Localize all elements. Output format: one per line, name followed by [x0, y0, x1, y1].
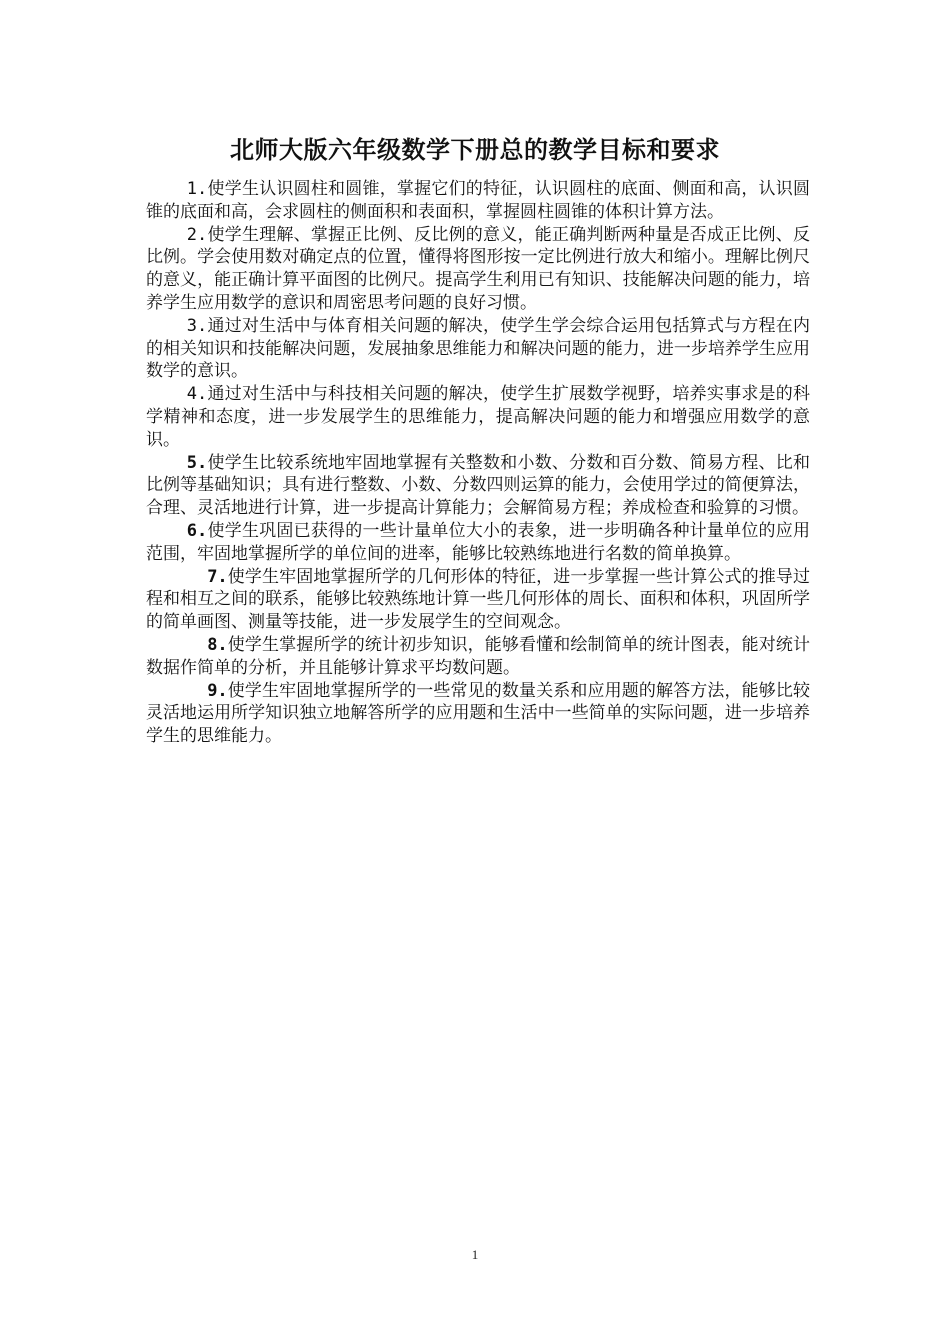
- goal-paragraph-6: [146, 520, 810, 566]
- goal-paragraph-4: [146, 383, 810, 451]
- paragraph-number: 7.: [207, 566, 228, 587]
- paragraph-text: 使学生掌握所学的统计初步知识，能够看懂和绘制简单的统计图表，能对统计数据作简单的分析，并且能够计算求平均数问题。: [146, 634, 810, 678]
- goal-paragraph-2: [146, 224, 810, 315]
- paragraph-text: 通过对生活中与科技相关问题的解决，使学生扩展数学视野，培养实事求是的科学精神和态度，进一步发展学生的思维能力，提高解决问题的能力和增强应用数学的意识。: [146, 384, 810, 450]
- paragraph-text: 使学生牢固地掌握所学的一些常见的数量关系和应用题的解答方法，能够比较灵活地运用所学知识独立地解答所学的应用题和生活中一些简单的实际问题，进一步培养学生的思维能力。: [146, 680, 810, 747]
- paragraph-number: 1.: [186, 179, 208, 199]
- paragraph-number: 8.: [207, 634, 228, 655]
- goal-paragraph-7: [146, 566, 810, 634]
- goal-paragraph-3: [146, 315, 810, 383]
- paragraph-text: 使学生认识圆柱和圆锥，掌握它们的特征，认识圆柱的底面、侧面和高，认识圆锥的底面和高，会求圆柱的侧面积和表面积，掌握圆柱圆锥的体积计算方法。: [146, 179, 810, 222]
- goal-paragraph-1: [146, 178, 810, 224]
- goal-paragraph-8: [146, 634, 810, 680]
- paragraph-number: 4.: [186, 384, 208, 405]
- paragraph-text: 使学生牢固地掌握所学的几何形体的特征，进一步掌握一些计算公式的推导过程和相互之间的联系，能够比较熟练地计算一些几何形体的周长、面积和体积，巩固所学的简单画图、测量等技能，进一步发展学生的空间观念。: [146, 566, 810, 633]
- paragraph-text: 使学生比较系统地牢固地掌握有关整数和小数、分数和百分数、简易方程、比和比例等基础知识；具有进行整数、小数、分数四则运算的能力，会使用学过的简便算法，合理、灵活地进行计算，进一步提高计算能力；会解简易方程；养成检查和验算的习惯。: [146, 452, 810, 519]
- page-number: 1: [471, 1247, 479, 1262]
- document-body: [146, 178, 810, 748]
- document-title: 北师大版六年级数学下册总的教学目标和要求: [230, 136, 720, 164]
- paragraph-number: 3.: [186, 315, 208, 336]
- paragraph-text: 使学生理解、掌握正比例、反比例的意义，能正确判断两种量是否成正比例、反比例。学会使用数对确定点的位置，懂得将图形按一定比例进行放大和缩小。理解比例尺的意义，能正确计算平面图的比例尺。提高学生利用已有知识、技能解决问题的能力，培养学生应用数学的意识和周密思考问题的良好习惯。: [146, 224, 810, 313]
- paragraph-number: 6.: [186, 520, 208, 541]
- paragraph-number: 9.: [207, 680, 228, 701]
- goal-paragraph-9: [146, 680, 810, 748]
- goal-paragraph-5: [146, 452, 810, 520]
- paragraph-number: 2.: [186, 224, 208, 245]
- paragraph-number: 5.: [186, 452, 208, 473]
- paragraph-text: 使学生巩固已获得的一些计量单位大小的表象，进一步明确各种计量单位的应用范围，牢固地掌握所学的单位间的进率，能够比较熟练地进行名数的简单换算。: [146, 520, 810, 564]
- paragraph-text: 通过对生活中与体育相关问题的解决，使学生学会综合运用包括算式与方程在内的相关知识和技能解决问题，发展抽象思维能力和解决问题的能力，进一步培养学生应用数学的意识。: [146, 315, 810, 382]
